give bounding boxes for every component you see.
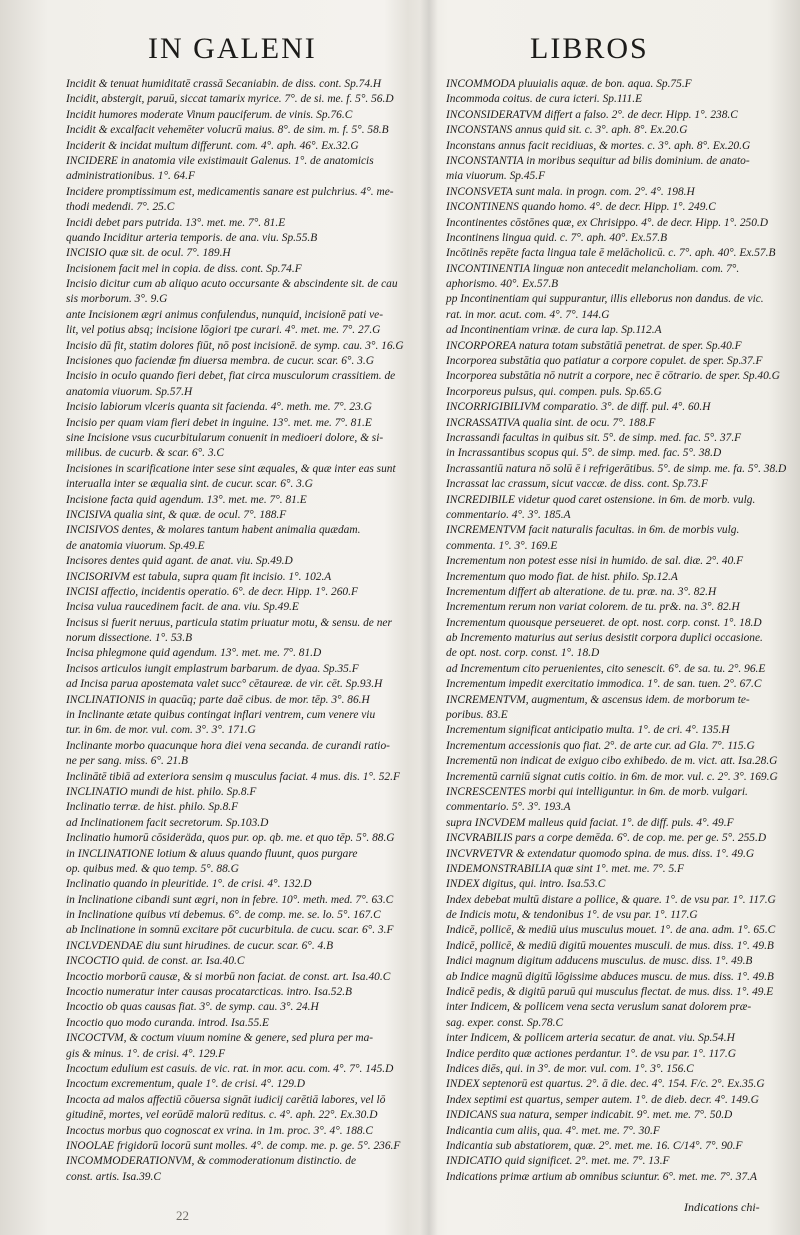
index-entry: INDEX digitus, qui. intro. Isa.53.C bbox=[446, 878, 606, 891]
index-entry: Incisio in oculo quando fieri debet, fiat circa musculorum crassitiem. de bbox=[66, 370, 396, 383]
index-entry: Indicē, pollicē, & mediū digitū mouentes musculi. de mus. diss. 1°. 49.B bbox=[446, 939, 774, 952]
index-entry: INCISORIVM est tabula, supra quam fit incisio. 1°. 102.A bbox=[66, 570, 332, 583]
index-entry: Incoctio numeratur inter causas procatarcticas. intro. Isa.52.B bbox=[66, 986, 352, 999]
index-entry: Incoctio ob quas causas fiat. 3°. de symp. cau. 3°. 24.H bbox=[66, 1001, 319, 1014]
index-entry: Indicantia cum aliis, qua. 4°. met. me. 7°. 30.F bbox=[446, 1124, 660, 1137]
index-entry: Inciderit & incidat multum differunt. com. 4°. aph. 46°. Ex.32.G bbox=[66, 139, 359, 152]
index-entry: in INCLINATIONE lotium & aluus quando fluunt, quos purgare bbox=[66, 847, 358, 860]
index-entry: ad Incontinentiam vrinæ. de cura lap. Sp.112.A bbox=[446, 324, 662, 337]
index-entry: Incisiones in scarificatione inter sese sint æquales, & quæ inter eas sunt bbox=[66, 462, 396, 475]
index-entry: Incisio dū fit, statim dolores fiūt, nō post incisionē. de symp. cau. 3°. 16.G bbox=[66, 339, 404, 352]
index-entry: INCONSTANS annus quid sit. c. 3°. aph. 8°. Ex.20.G bbox=[446, 124, 688, 137]
index-entry: ab Inclinatione in somnū excitare pōt cucurbitula. de cucu. scar. 6°. 3.F bbox=[66, 924, 394, 937]
index-entry: INCOMMODERATIONVM, & commoderationum distinctio. de bbox=[66, 1155, 357, 1168]
index-entry: Incrassantiū natura nō solū ē i refrigerātibus. 5°. de simp. me. fa. 5°. 38.D bbox=[446, 462, 787, 475]
index-entry: quando Inciditur arteria temporis. de ana. viu. Sp.55.B bbox=[66, 231, 318, 244]
index-entry: Indicē pedis, & digitū paruū qui musculus flectat. de mus. diss. 1°. 49.E bbox=[446, 986, 774, 999]
index-entry: const. artis. Isa.39.C bbox=[66, 1170, 161, 1183]
index-entry: milibus. de cucurb. & scar. 6°. 3.C bbox=[66, 447, 225, 460]
index-entry: INCONSTANTIA in moribus sequitur ad bilis dominium. de anato- bbox=[446, 154, 750, 167]
index-entry: Incisa vulua raucedinem facit. de ana. viu. Sp.49.E bbox=[66, 601, 299, 614]
index-entry: Incoctum edulium est casuis. de vic. rat. in mor. acu. com. 4°. 7°. 145.D bbox=[66, 1063, 394, 1075]
index-column-right bbox=[446, 77, 787, 1187]
index-entry: INCISI affectio, incidentis operatio. 6°. de decr. Hipp. 1°. 260.F bbox=[66, 585, 358, 598]
index-entry: Inconstans annus facit recidiuas, & mortes. c. 3°. aph. 8°. Ex.20.G bbox=[446, 139, 751, 152]
index-entry: Inclinatio terræ. de hist. philo. Sp.8.F bbox=[66, 801, 239, 814]
index-entry: INCIDERE in anatomia vile existimauit Galenus. 1°. de anatomicis bbox=[66, 154, 374, 167]
index-entry: Indicē, pollicē, & mediū uius musculus mouet. 1°. de ana. adm. 1°. 65.C bbox=[446, 924, 776, 937]
index-entry: inter Indicem, & pollicem vena secta veruslum sanat dolorem præ- bbox=[446, 1001, 752, 1014]
index-entry: ante Incisionem ægri animus confulendus, nunquid, incisionē pati ve- bbox=[66, 308, 383, 321]
index-entry: commentario. 5°. 3°. 193.A bbox=[446, 801, 571, 814]
index-entry: Incrementum accessionis quo fiat. 2°. de arte cur. ad Gla. 7°. 115.G bbox=[446, 739, 755, 752]
index-entry: INCRESCENTES morbi qui intelliguntur. in 6m. de morb. vulgari. bbox=[446, 785, 748, 798]
index-entry: INCORRIGIBILIVM comparatio. 3°. de diff. pul. 4°. 60.H bbox=[446, 401, 711, 414]
index-entry: INCLINATIO mundi de hist. philo. Sp.8.F bbox=[66, 785, 257, 798]
index-entry: INCREMENTVM, augmentum, & ascensus idem. de morborum te- bbox=[446, 693, 750, 706]
index-entry: Incrementum differt ab alteratione. de tu. præ. na. 3°. 82.H bbox=[446, 585, 717, 598]
index-entry: in Inclinatione quibus vti debemus. 6°. de comp. me. se. lo. 5°. 167.C bbox=[66, 909, 381, 922]
index-entry: de opt. nost. corp. const. 1°. 18.D bbox=[446, 647, 600, 660]
index-entry: Incidit & excalfacit vehemēter volucrū maius. 8°. de sim. m. f. 5°. 58.B bbox=[66, 124, 389, 137]
index-entry: anatomia viuorum. Sp.57.H bbox=[66, 385, 193, 398]
index-entry: Inclinante morbo quacunque hora diei vena secanda. de curandi ratio- bbox=[66, 739, 390, 752]
index-entry: Incrassat lac crassum, sicut vaccæ. de diss. cont. Sp.73.F bbox=[446, 478, 708, 491]
index-entry: Incrementum non potest esse nisi in humido. de sal. diæ. 2°. 40.F bbox=[446, 555, 744, 568]
index-entry: Incoctio morborū causæ, & si morbū non faciat. de const. art. Isa.40.C bbox=[66, 970, 391, 983]
index-entry: Incisione facta quid agendum. 13°. met. me. 7°. 81.E bbox=[66, 493, 307, 506]
index-entry: commentario. 4°. 3°. 185.A bbox=[446, 508, 571, 521]
index-entry: Inclinātē tibiā ad exteriora sensim q musculus faciat. 4 mus. dis. 1°. 52.F bbox=[66, 770, 400, 783]
index-entry: Incorporea substātia nō nutrit a corpore, nec ē cōtrario. de sper. Sp.40.G bbox=[446, 370, 780, 383]
index-entry: Incrementum rerum non variat colorem. de tu. pr&. na. 3°. 82.H bbox=[446, 601, 740, 614]
index-entry: Incrementum quo modo fiat. de hist. philo. Sp.12.A bbox=[446, 570, 678, 583]
index-entry: Incisio labiorum vlceris quanta sit facienda. 4°. meth. me. 7°. 23.G bbox=[66, 401, 372, 414]
index-entry: sine Incisione vsus cucurbitularum conuenit in medioeri dolore, & si- bbox=[66, 431, 384, 444]
index-entry: INCREMENTVM facit naturalis facultas. in 6m. de morbis vulg. bbox=[446, 524, 740, 537]
index-column-left bbox=[66, 77, 426, 1183]
index-entry: Incōtinēs repēte facta lingua tale ē melācholicū. c. 7°. aph. 40°. Ex.57.B bbox=[446, 247, 776, 260]
running-header-left: IN GALENI bbox=[148, 32, 317, 65]
index-entry: poribus. 83.E bbox=[446, 709, 508, 722]
index-entry: gitudinē, mortes, vel eorūdē malorū reditus. c. 4°. aph. 22°. Ex.30.D bbox=[66, 1109, 378, 1122]
index-entry: in Incrassantibus scopus qui. 5°. de simp. med. fac. 5°. 38.D bbox=[446, 447, 722, 460]
index-entry: Incidit humores moderate Vinum pauciferum. de vinis. Sp.76.C bbox=[66, 108, 353, 121]
index-entry: sis morborum. 3°. 9.G bbox=[66, 293, 168, 306]
index-entry: inter Indicem, & pollicem arteria secatur. de anat. viu. Sp.54.H bbox=[446, 1032, 735, 1045]
index-entry: lit, vel potius absq; incisione lōgiori tpe curari. 4°. met. me. 7°. 27.G bbox=[66, 324, 381, 337]
index-entry: commenta. 1°. 3°. 169.E bbox=[446, 539, 558, 552]
index-entry: pp Incontinentiam qui suppurantur, illis elleborus non dandus. de vic. bbox=[446, 293, 764, 306]
index-entry: Incisiones quo faciendæ fm diuersa membra. de cucur. scar. 6°. 3.G bbox=[66, 355, 374, 368]
index-entry: Incisos articulos iungit emplastrum barbarum. de dyaa. Sp.35.F bbox=[66, 662, 359, 675]
index-entry: INDEX septenorū est quartus. 2°. ā die. dec. 4°. 154. F/c. 2°. Ex.35.G bbox=[446, 1078, 765, 1091]
index-entry: gis & minus. 1°. de crisi. 4°. 129.F bbox=[66, 1047, 226, 1060]
index-entry: Incoctus morbus quo cognoscat ex vrina. in 1m. proc. 3°. 4°. 188.C bbox=[66, 1124, 374, 1137]
index-entry: INDEMONSTRABILIA quæ sint 1°. met. me. 7°. 5.F bbox=[446, 862, 684, 875]
index-entry: INCISIVA qualia sint, & quæ. de ocul. 7°. 188.F bbox=[66, 508, 287, 521]
catchword: Indications chi- bbox=[684, 1200, 760, 1214]
index-entry: INCONTINENTIA linguæ non antecedit melancholiam. com. 7°. bbox=[446, 262, 740, 275]
index-entry: INCLINATIONIS in quacūq; parte daē cibus. de mor. tēp. 3°. 86.H bbox=[66, 693, 370, 706]
index-entry: Index septimi est quartus, semper autem. 1°. de dieb. decr. 4°. 149.G bbox=[446, 1093, 759, 1106]
index-entry: INCISIO quæ sit. de ocul. 7°. 189.H bbox=[66, 247, 231, 260]
index-entry: INCLVDENDAE diu sunt hirudines. de cucur. scar. 6°. 4.B bbox=[66, 939, 334, 952]
index-entry: INCRASSATIVA qualia sint. de ocu. 7°. 188.F bbox=[446, 416, 656, 429]
index-entry: Index debebat multū distare a pollice, & quare. 1°. de vsu par. 1°. 117.G bbox=[446, 893, 776, 906]
index-entry: Incorporea substātia quo patiatur a corpore copulet. de sper. Sp.37.F bbox=[446, 355, 763, 368]
index-entry: de Indicis motu, & tendonibus 1°. de vsu par. 1°. 117.G bbox=[446, 909, 698, 922]
index-entry: Incorporeus pulsus, qui. compen. puls. Sp.65.G bbox=[446, 385, 662, 398]
index-entry: Indications primæ artium ab omnibus sciuntur. 6°. met. me. 7°. 37.A bbox=[446, 1170, 757, 1183]
index-entry: Incidi debet pars putrida. 13°. met. me. 7°. 81.E bbox=[66, 216, 286, 229]
index-entry: ad Inclinationem facit secretorum. Sp.103.D bbox=[66, 816, 269, 829]
index-entry: op. quibus med. & quo temp. 5°. 88.G bbox=[66, 862, 239, 875]
index-entry: Incrementum quousque perseueret. de opt. nost. corp. const. 1°. 18.D bbox=[446, 616, 762, 629]
running-header-right: LIBROS bbox=[530, 32, 649, 65]
index-entry: Incrementū non indicat de exiguo cibo exhibedo. de m. vict. att. Isa.28.G bbox=[446, 755, 778, 768]
index-entry: INCONSIDERATVM differt a falso. 2°. de decr. Hipp. 1°. 238.C bbox=[446, 108, 738, 121]
index-entry: mia viuorum. Sp.45.F bbox=[446, 170, 546, 183]
index-entry: sag. exper. const. Sp.78.C bbox=[446, 1016, 564, 1029]
index-entry: ad Incisa parua apostemata valet succ° cētaureæ. de vir. cēt. Sp.93.H bbox=[66, 678, 383, 691]
index-entry: administrationibus. 1°. 64.F bbox=[66, 170, 195, 183]
index-entry: Incidere promptissimum est, medicamentis sanare est pulchrius. 4°. me- bbox=[66, 185, 394, 198]
index-entry: aphorismo. 40°. Ex.57.B bbox=[446, 278, 559, 291]
index-entry: INCONTINENS quando homo. 4°. de decr. Hipp. 1°. 249.C bbox=[446, 201, 716, 214]
index-entry: de anatomia viuorum. Sp.49.E bbox=[66, 539, 205, 552]
index-entry: Incoctio quo modo curanda. introd. Isa.55.E bbox=[66, 1016, 270, 1029]
index-entry: Incrassandi facultas in quibus sit. 5°. de simp. med. fac. 5°. 37.F bbox=[446, 431, 742, 444]
index-entry: rat. in mor. acut. com. 4°. 7°. 144.G bbox=[446, 308, 610, 321]
index-entry: thodi medendi. 7°. 25.C bbox=[66, 201, 175, 214]
page-number: 22 bbox=[176, 1208, 189, 1223]
index-entry: INCREDIBILE videtur quod caret ostensione. in 6m. de morb. vulg. bbox=[446, 493, 756, 506]
index-entry: INCOMMODA pluuialis aquæ. de bon. aqua. Sp.75.F bbox=[446, 78, 692, 90]
index-entry: in Inclinatione cibandi sunt ægri, non in febre. 10°. meth. med. 7°. 63.C bbox=[66, 893, 394, 906]
index-entry: Indici magnum digitum adducens musculus. de musc. diss. 1°. 49.B bbox=[446, 955, 753, 968]
index-entry: in Inclinante ætate quibus contingat inflari ventrem, cum venere viu bbox=[66, 709, 376, 722]
index-entry: Incoctum excrementum, quale 1°. de crisi. 4°. 129.D bbox=[66, 1078, 305, 1091]
index-entry: Incrementum significat anticipatio multa. 1°. de cri. 4°. 135.H bbox=[446, 724, 730, 737]
index-entry: INDICANS sua natura, semper indicabit. 9°. met. me. 7°. 50.D bbox=[446, 1109, 733, 1122]
index-entry: INDICATIO quid significet. 2°. met. me. 7°. 13.F bbox=[446, 1155, 670, 1168]
index-entry: Incrementū carniū signat cutis coitio. in 6m. de mor. vul. c. 2°. 3°. 169.G bbox=[446, 770, 778, 783]
index-entry: Incisio dicitur cum ab aliquo acuto occursante & abscindente sit. de cau bbox=[66, 278, 398, 291]
index-entry: ab Indice magnū digitū lōgissime abduces muscu. de mus. diss. 1°. 49.B bbox=[446, 970, 774, 983]
index-entry: INCVRVETVR & extendatur quomodo spina. de mus. diss. 1°. 49.G bbox=[446, 847, 755, 860]
index-entry: INOOLAE frigidorū locorū sunt molles. 4°. de comp. me. p. ge. 5°. 236.F bbox=[66, 1139, 401, 1152]
index-entry: interualla inter se æqualia sint. de cucur. scar. 6°. 3.G bbox=[66, 478, 313, 491]
index-entry: INCOCTIO quid. de const. ar. Isa.40.C bbox=[66, 955, 245, 968]
index-entry: ne per sang. miss. 6°. 21.B bbox=[66, 755, 188, 768]
index-entry: norum dissectione. 1°. 53.B bbox=[66, 632, 193, 645]
index-entry: Incrementum impedit exercitatio immodica. 1°. de san. tuen. 2°. 67.C bbox=[446, 678, 762, 691]
index-entry: INCORPOREA natura totam substātiā penetrat. de sper. Sp.40.F bbox=[446, 339, 742, 352]
index-entry: Incidit, abstergit, paruū, siccat tamarix myrice. 7°. de si. me. f. 5°. 56.D bbox=[66, 93, 394, 106]
index-entry: supra INCVDEM malleus quid faciat. 1°. de diff. puls. 4°. 49.F bbox=[446, 816, 734, 829]
index-entry: Indice perdito quæ actiones perdantur. 1°. de vsu par. 1°. 117.G bbox=[446, 1047, 736, 1060]
index-entry: INCOCTVM, & coctum viuum nomine & genere, sed plura per ma- bbox=[66, 1032, 374, 1045]
index-entry: Incisa phlegmone quid agendum. 13°. met. me. 7°. 81.D bbox=[66, 647, 322, 660]
index-entry: Incisionem facit mel in copia. de diss. cont. Sp.74.F bbox=[66, 262, 302, 275]
index-entry: tur. in 6m. de mor. vul. com. 3°. 3°. 171.G bbox=[66, 724, 256, 737]
index-entry: Incocta ad malos affectiū cōuersa signāt iudicij carētiā labores, vel lō bbox=[66, 1093, 386, 1106]
index-entry: INCVRABILIS pars a corpe demēda. 6°. de cop. me. per ge. 5°. 255.D bbox=[446, 832, 767, 845]
index-entry: Incisio per quam viam fieri debet in inguine. 13°. met. me. 7°. 81.E bbox=[66, 416, 372, 429]
index-entry: INCISIVOS dentes, & molares tantum habent animalia quædam. bbox=[66, 524, 361, 537]
index-entry: Incidit & tenuat humiditatē crassā Secaniabin. de diss. cont. Sp.74.H bbox=[66, 78, 382, 90]
index-entry: Incisores dentes quid agant. de anat. viu. Sp.49.D bbox=[66, 555, 293, 568]
index-entry: INCONSVETA sunt mala. in progn. com. 2°. 4°. 198.H bbox=[446, 185, 695, 198]
index-entry: Indicantia sub abstatiorem, quæ. 2°. met. me. 16. C/14°. 7°. 90.F bbox=[446, 1139, 743, 1152]
index-entry: ad Incrementum cito peruenientes, cito senescit. 6°. de sa. tu. 2°. 96.E bbox=[446, 662, 766, 675]
index-entry: Inclinatio humorū cōsideräda, quos pur. op. qb. me. et quo tēp. 5°. 88.G bbox=[66, 832, 395, 845]
index-entry: Inclinatio quando in pleuritide. 1°. de crisi. 4°. 132.D bbox=[66, 878, 312, 891]
index-entry: Incontinens lingua quid. c. 7°. aph. 40°. Ex.57.B bbox=[446, 231, 668, 244]
index-entry: ab Incremento maturius aut serius desistit corpora duplici occasione. bbox=[446, 632, 763, 645]
index-entry: Indices diēs, qui. in 3°. de mor. vul. com. 1°. 3°. 156.C bbox=[446, 1063, 694, 1075]
index-entry: Incontinentes cōstōnes quæ, ex Chrisippo. 4°. de decr. Hipp. 1°. 250.D bbox=[446, 216, 768, 229]
index-entry: Incisus si fuerit neruus, particula statim priuatur motu, & sensu. de ner bbox=[66, 616, 392, 629]
index-entry: Incommoda coitus. de cura icteri. Sp.111.E bbox=[446, 93, 643, 106]
